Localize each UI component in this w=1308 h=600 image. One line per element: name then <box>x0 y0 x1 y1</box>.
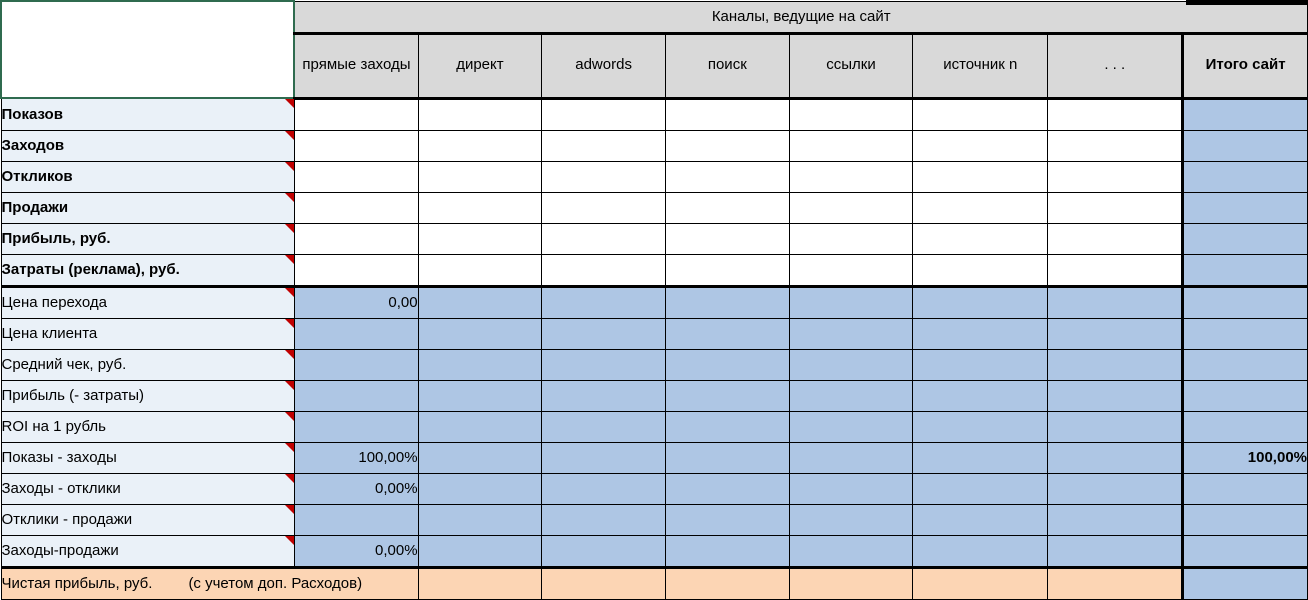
cell[interactable] <box>1048 286 1183 318</box>
cell[interactable] <box>1048 442 1183 473</box>
row-label-visits-to-responses[interactable] <box>1 473 294 504</box>
cell[interactable] <box>418 286 542 318</box>
row-label-text: Цена перехода <box>1 294 107 311</box>
comment-flag-icon <box>285 162 294 171</box>
cell[interactable] <box>542 318 666 349</box>
cell-total[interactable] <box>1183 254 1308 286</box>
cell[interactable] <box>913 223 1048 254</box>
comment-flag-icon <box>285 350 294 359</box>
cell[interactable] <box>913 254 1048 286</box>
column-header-direct-visits[interactable]: прямые заходы <box>294 33 418 98</box>
cell[interactable] <box>789 130 913 161</box>
cell[interactable] <box>789 98 913 130</box>
cell-total[interactable] <box>1183 380 1308 411</box>
table-row <box>1 130 1308 161</box>
cell[interactable] <box>1048 98 1183 130</box>
cell[interactable] <box>665 98 789 130</box>
cell[interactable] <box>789 254 913 286</box>
cell[interactable] <box>542 161 666 192</box>
cell[interactable] <box>665 192 789 223</box>
cell[interactable] <box>665 161 789 192</box>
cell[interactable] <box>542 192 666 223</box>
cell[interactable] <box>294 223 418 254</box>
cell[interactable] <box>418 254 542 286</box>
cell[interactable] <box>789 349 913 380</box>
comment-flag-icon <box>285 412 294 421</box>
comment-flag-icon <box>285 474 294 483</box>
cell[interactable] <box>418 192 542 223</box>
cell[interactable] <box>418 161 542 192</box>
row-label-text: Откликов <box>1 168 73 185</box>
table-row <box>1 161 1308 192</box>
comment-flag-icon <box>285 224 294 233</box>
cell[interactable] <box>913 318 1048 349</box>
cell[interactable] <box>665 318 789 349</box>
cell[interactable] <box>294 130 418 161</box>
cell[interactable] <box>1048 473 1183 504</box>
footer-cell-total[interactable] <box>1183 567 1308 599</box>
cell[interactable] <box>418 380 542 411</box>
cell-total[interactable] <box>1183 192 1308 223</box>
cell[interactable] <box>542 254 666 286</box>
cell[interactable] <box>1048 504 1183 535</box>
row-label-visits[interactable] <box>1 130 294 161</box>
comment-flag-icon <box>285 99 294 108</box>
cell[interactable] <box>665 535 789 567</box>
cell[interactable] <box>1048 535 1183 567</box>
cell[interactable] <box>665 130 789 161</box>
row-label-text: Цена клиента <box>1 325 98 342</box>
cell[interactable] <box>1048 318 1183 349</box>
cell[interactable] <box>665 286 789 318</box>
cell[interactable] <box>1048 411 1183 442</box>
cell[interactable] <box>542 473 666 504</box>
column-header-total-site[interactable]: Итого сайт <box>1183 33 1308 98</box>
cell[interactable] <box>418 98 542 130</box>
cell[interactable] <box>542 223 666 254</box>
table-row <box>1 380 1308 411</box>
cell[interactable] <box>913 504 1048 535</box>
footer-cell[interactable] <box>789 567 913 599</box>
row-label-text: Отклики - продажи <box>1 511 133 528</box>
cell-total[interactable] <box>1183 98 1308 130</box>
cell[interactable] <box>665 380 789 411</box>
footer-cell[interactable] <box>418 567 542 599</box>
column-header-direkt[interactable]: директ <box>418 33 542 98</box>
cell[interactable] <box>294 98 418 130</box>
cell[interactable] <box>542 286 666 318</box>
comment-flag-icon <box>285 193 294 202</box>
table-row <box>1 286 1308 318</box>
footer-note-text: (с учетом доп. Расходов) <box>188 575 363 592</box>
column-header-adwords[interactable]: adwords <box>542 33 666 98</box>
table-footer-row <box>1 567 1308 599</box>
footer-cell[interactable] <box>913 567 1048 599</box>
footer-cell[interactable] <box>1048 567 1183 599</box>
row-label-visits-to-sales[interactable] <box>1 535 294 567</box>
table-row <box>1 98 1308 130</box>
cell[interactable] <box>1048 349 1183 380</box>
row-label-text: Прибыль, руб. <box>1 230 111 247</box>
table-row <box>1 192 1308 223</box>
table-row <box>1 318 1308 349</box>
cell[interactable] <box>913 380 1048 411</box>
footer-cell[interactable] <box>665 567 789 599</box>
table-row <box>1 504 1308 535</box>
cell[interactable]: 100,00% <box>294 442 418 473</box>
cell[interactable] <box>1048 254 1183 286</box>
cell[interactable] <box>294 192 418 223</box>
cell[interactable] <box>665 254 789 286</box>
column-header-links[interactable]: ссылки <box>789 33 913 98</box>
row-label-impressions[interactable] <box>1 98 294 130</box>
cell[interactable] <box>1048 223 1183 254</box>
cell[interactable] <box>913 411 1048 442</box>
row-label-text: Показы - заходы <box>1 449 117 466</box>
corner-cell[interactable] <box>1 1 294 98</box>
cell-total[interactable] <box>1183 161 1308 192</box>
cell[interactable] <box>665 349 789 380</box>
comment-flag-icon <box>285 505 294 514</box>
comment-flag-icon <box>285 536 294 545</box>
footer-net-profit-label[interactable] <box>1 567 418 599</box>
comment-flag-icon <box>285 443 294 452</box>
cell[interactable] <box>665 504 789 535</box>
cell[interactable] <box>418 223 542 254</box>
row-label-text: Прибыль (- затраты) <box>1 387 145 404</box>
row-label-impressions-to-visits[interactable] <box>1 442 294 473</box>
cell[interactable] <box>665 473 789 504</box>
cell-total[interactable] <box>1183 318 1308 349</box>
row-label-text: Показов <box>1 105 63 123</box>
cell[interactable] <box>789 504 913 535</box>
cell[interactable] <box>913 286 1048 318</box>
cell[interactable] <box>913 349 1048 380</box>
cell[interactable] <box>542 442 666 473</box>
row-label-ad-costs[interactable] <box>1 254 294 286</box>
cell-total[interactable] <box>1183 411 1308 442</box>
table-row <box>1 349 1308 380</box>
cell[interactable] <box>913 442 1048 473</box>
cell[interactable] <box>789 442 913 473</box>
cell[interactable] <box>789 535 913 567</box>
cell[interactable] <box>418 504 542 535</box>
column-header-ellipsis[interactable]: . . . <box>1048 33 1183 98</box>
cell[interactable] <box>789 318 913 349</box>
row-label-text: Затраты (реклама), руб. <box>1 261 180 278</box>
row-label-text: Заходы - отклики <box>1 480 121 497</box>
table-row <box>1 535 1308 567</box>
row-label-average-check[interactable] <box>1 349 294 380</box>
table-row <box>1 223 1308 254</box>
cell[interactable] <box>913 161 1048 192</box>
row-label-text: Продажи <box>1 199 69 216</box>
cell[interactable] <box>913 192 1048 223</box>
cell[interactable] <box>789 286 913 318</box>
cell-total[interactable] <box>1183 130 1308 161</box>
row-label-cost-per-client[interactable] <box>1 318 294 349</box>
row-label-text: Средний чек, руб. <box>1 356 127 373</box>
cell[interactable] <box>1048 161 1183 192</box>
cell-total[interactable]: 100,00% <box>1183 442 1308 473</box>
cell[interactable] <box>913 535 1048 567</box>
table-row <box>1 442 1308 473</box>
cell-total[interactable] <box>1183 286 1308 318</box>
column-header-search[interactable]: поиск <box>665 33 789 98</box>
band-title: Каналы, ведущие на сайт <box>294 1 1307 33</box>
cell[interactable] <box>665 442 789 473</box>
cell[interactable] <box>913 130 1048 161</box>
cell[interactable] <box>542 98 666 130</box>
cell[interactable] <box>418 442 542 473</box>
cell[interactable] <box>665 223 789 254</box>
cell-total[interactable] <box>1183 473 1308 504</box>
top-black-marker <box>1186 0 1308 5</box>
cell[interactable] <box>294 380 418 411</box>
cell[interactable] <box>913 98 1048 130</box>
cell[interactable]: 0,00% <box>294 473 418 504</box>
footer-cell[interactable] <box>542 567 666 599</box>
table-band-header-row <box>1 1 1308 33</box>
row-label-cost-per-click[interactable] <box>1 286 294 318</box>
cell[interactable] <box>542 349 666 380</box>
cell[interactable] <box>418 318 542 349</box>
cell[interactable] <box>294 349 418 380</box>
row-label-text: ROI на 1 рубль <box>1 418 106 435</box>
cell[interactable] <box>542 504 666 535</box>
row-label-responses[interactable] <box>1 161 294 192</box>
cell[interactable] <box>418 535 542 567</box>
cell[interactable] <box>1048 130 1183 161</box>
cell[interactable] <box>913 473 1048 504</box>
cell[interactable] <box>294 161 418 192</box>
cell[interactable] <box>789 411 913 442</box>
comment-flag-icon <box>285 319 294 328</box>
row-label-profit-minus-costs[interactable] <box>1 380 294 411</box>
cell[interactable] <box>294 318 418 349</box>
comment-flag-icon <box>285 288 294 297</box>
cell[interactable] <box>294 411 418 442</box>
row-label-roi[interactable] <box>1 411 294 442</box>
cell[interactable] <box>789 380 913 411</box>
cell[interactable] <box>542 130 666 161</box>
cell[interactable] <box>1048 192 1183 223</box>
comment-flag-icon <box>285 381 294 390</box>
cell[interactable]: 0,00 <box>294 286 418 318</box>
cell[interactable] <box>294 254 418 286</box>
cell[interactable] <box>418 130 542 161</box>
row-label-text: Заходов <box>1 137 65 154</box>
comment-flag-icon <box>285 131 294 140</box>
cell[interactable] <box>789 161 913 192</box>
table-row <box>1 254 1308 286</box>
cell[interactable] <box>789 223 913 254</box>
cell-total[interactable] <box>1183 535 1308 567</box>
cell-total[interactable] <box>1183 223 1308 254</box>
cell[interactable] <box>294 504 418 535</box>
table-row <box>1 411 1308 442</box>
cell[interactable] <box>542 380 666 411</box>
footer-label-text: Чистая прибыль, руб. <box>1 575 153 592</box>
row-label-sales[interactable] <box>1 192 294 223</box>
table-row <box>1 473 1308 504</box>
cell[interactable] <box>789 473 913 504</box>
row-label-profit[interactable] <box>1 223 294 254</box>
comment-flag-icon <box>285 255 294 264</box>
cell[interactable] <box>418 411 542 442</box>
cell[interactable] <box>418 473 542 504</box>
column-header-source-n[interactable]: источник n <box>913 33 1048 98</box>
cell-total[interactable] <box>1183 349 1308 380</box>
row-label-text: Заходы-продажи <box>1 542 119 559</box>
cell[interactable] <box>542 411 666 442</box>
cell[interactable] <box>418 349 542 380</box>
cell[interactable] <box>789 192 913 223</box>
row-label-responses-to-sales[interactable] <box>1 504 294 535</box>
cell[interactable]: 0,00% <box>294 535 418 567</box>
cell[interactable] <box>1048 380 1183 411</box>
cell[interactable] <box>542 535 666 567</box>
cell-total[interactable] <box>1183 504 1308 535</box>
cell[interactable] <box>665 411 789 442</box>
